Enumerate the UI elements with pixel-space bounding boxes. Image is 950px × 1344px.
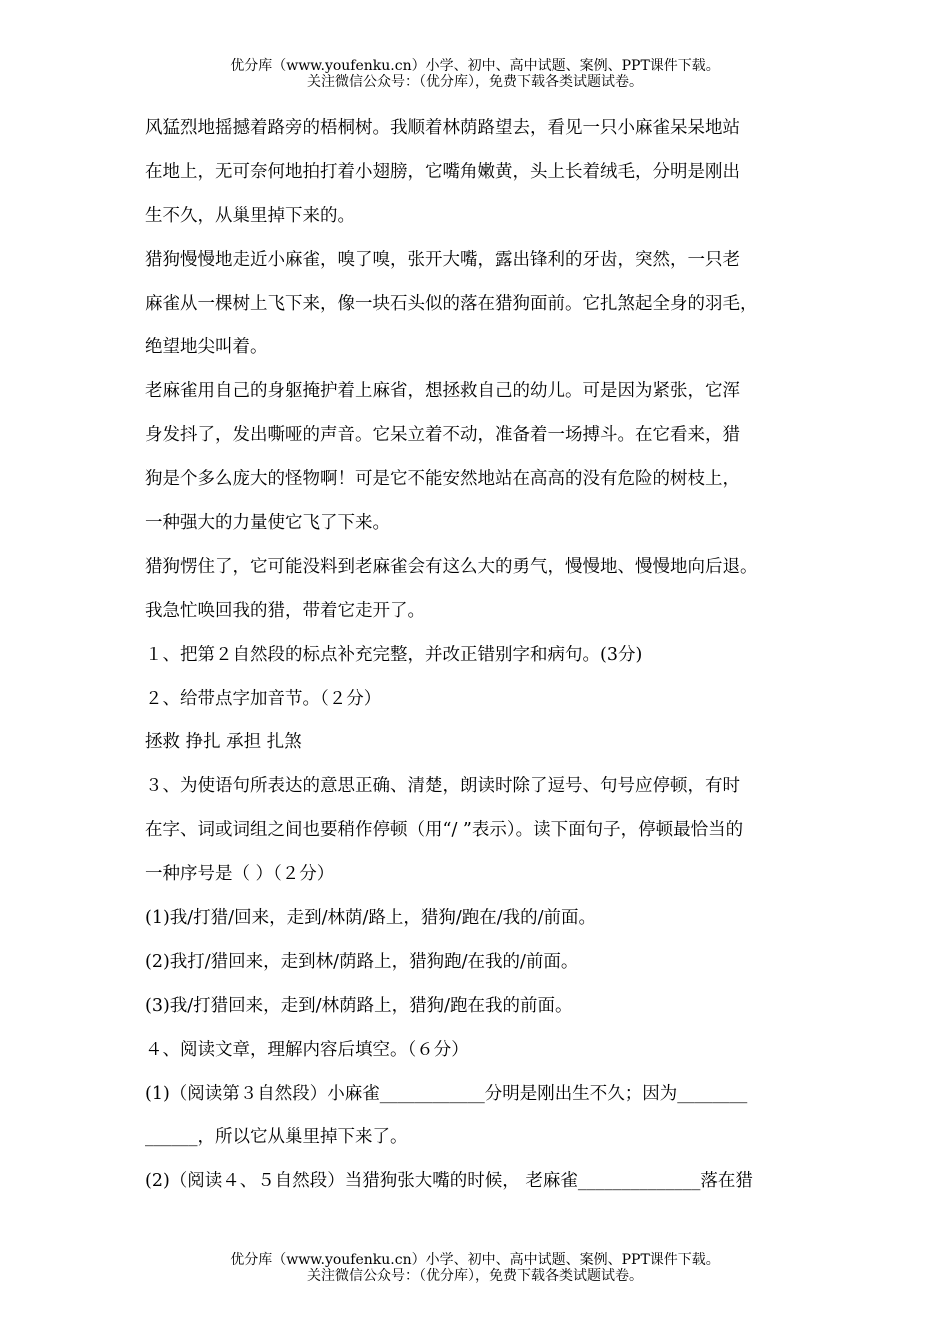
text-line: 生不久，从巢里掉下来的。 bbox=[145, 205, 355, 226]
question-3: ３、为使语句所表达的意思正确、清楚，朗读时除了逗号、句号应停顿，有时 bbox=[145, 776, 740, 797]
header-line-2: 关注微信公众号：（优分库），免费下载各类试题试卷。 bbox=[307, 74, 643, 90]
text-line: 狗是个多么庞大的怪物啊！可是它不能安然地站在高高的没有危险的树枝上， bbox=[145, 469, 740, 490]
option-1: (1)我/打猎/回来，走到/林荫/路上，猎狗/跑在/我的/前面。 bbox=[145, 908, 597, 929]
header-line-1: 优分库（www.youfenku.cn）小学、初中、高中试题、案例、PPT课件下载。 bbox=[230, 58, 720, 74]
text-line: 老麻雀用自己的身躯掩护着上麻省，想拯救自己的幼儿。可是因为紧张，它浑 bbox=[145, 381, 740, 402]
question-1: １、把第２自然段的标点补充完整，并改正错别字和病句。(3分) bbox=[145, 644, 643, 665]
text-line: 一种序号是（ ）（２分） bbox=[145, 864, 335, 885]
option-2: (2)我打/猎回来，走到林/荫路上，猎狗跑/在我的/前面。 bbox=[145, 951, 579, 972]
fill-blank-2: (2)（阅读４、５自然段）当猎狗张大嘴的时候， 老麻雀______________落在猎 bbox=[145, 1171, 753, 1192]
question-2-words: 拯救 挣扎 承担 扎煞 bbox=[145, 732, 302, 753]
question-4: ４、阅读文章，理解内容后填空。（６分） bbox=[145, 1039, 469, 1060]
question-2: ２、给带点字加音节。（２分） bbox=[145, 688, 382, 709]
footer-line-1: 优分库（www.youfenku.cn）小学、初中、高中试题、案例、PPT课件下载。 bbox=[230, 1252, 720, 1268]
text-line: 猎狗愣住了，它可能没料到老麻雀会有这么大的勇气，慢慢地、慢慢地向后退。 bbox=[145, 556, 758, 577]
text-line: 风猛烈地摇撼着路旁的梧桐树。我顺着林荫路望去，看见一只小麻雀呆呆地站 bbox=[145, 118, 740, 138]
text-line: 一种强大的力量使它飞了下来。 bbox=[145, 513, 390, 534]
text-line: 身发抖了，发出嘶哑的声音。它呆立着不动，准备着一场搏斗。在它看来，猎 bbox=[145, 425, 740, 446]
text-line: 在字、词或词组之间也要稍作停顿（用“/ ”表示）。读下面句子，停顿最恰当的 bbox=[145, 820, 744, 841]
text-line: 我急忙唤回我的猎，带着它走开了。 bbox=[145, 600, 425, 621]
page-header bbox=[0, 58, 950, 90]
footer-line-2: 关注微信公众号：（优分库），免费下载各类试题试卷。 bbox=[307, 1268, 643, 1284]
text-line: 绝望地尖叫着。 bbox=[145, 337, 268, 358]
text-line: 麻雀从一棵树上飞下来，像一块石头似的落在猎狗面前。它扎煞起全身的羽毛， bbox=[145, 293, 758, 314]
document-body bbox=[145, 107, 825, 1204]
text-line: 猎狗慢慢地走近小麻雀，嗅了嗅，张开大嘴，露出锋利的牙齿，突然，一只老 bbox=[145, 249, 740, 270]
text-line: 在地上，无可奈何地拍打着小翅膀，它嘴角嫩黄，头上长着绒毛，分明是刚出 bbox=[145, 161, 740, 182]
page-footer bbox=[0, 1252, 950, 1284]
text-line: ______，所以它从巢里掉下来了。 bbox=[145, 1127, 408, 1148]
fill-blank-1: (1)（阅读第３自然段）小麻雀____________分明是刚出生不久；因为________ bbox=[145, 1083, 748, 1104]
option-3: (3)我/打猎回来，走到/林荫路上，猎狗/跑在我的前面。 bbox=[145, 995, 573, 1016]
